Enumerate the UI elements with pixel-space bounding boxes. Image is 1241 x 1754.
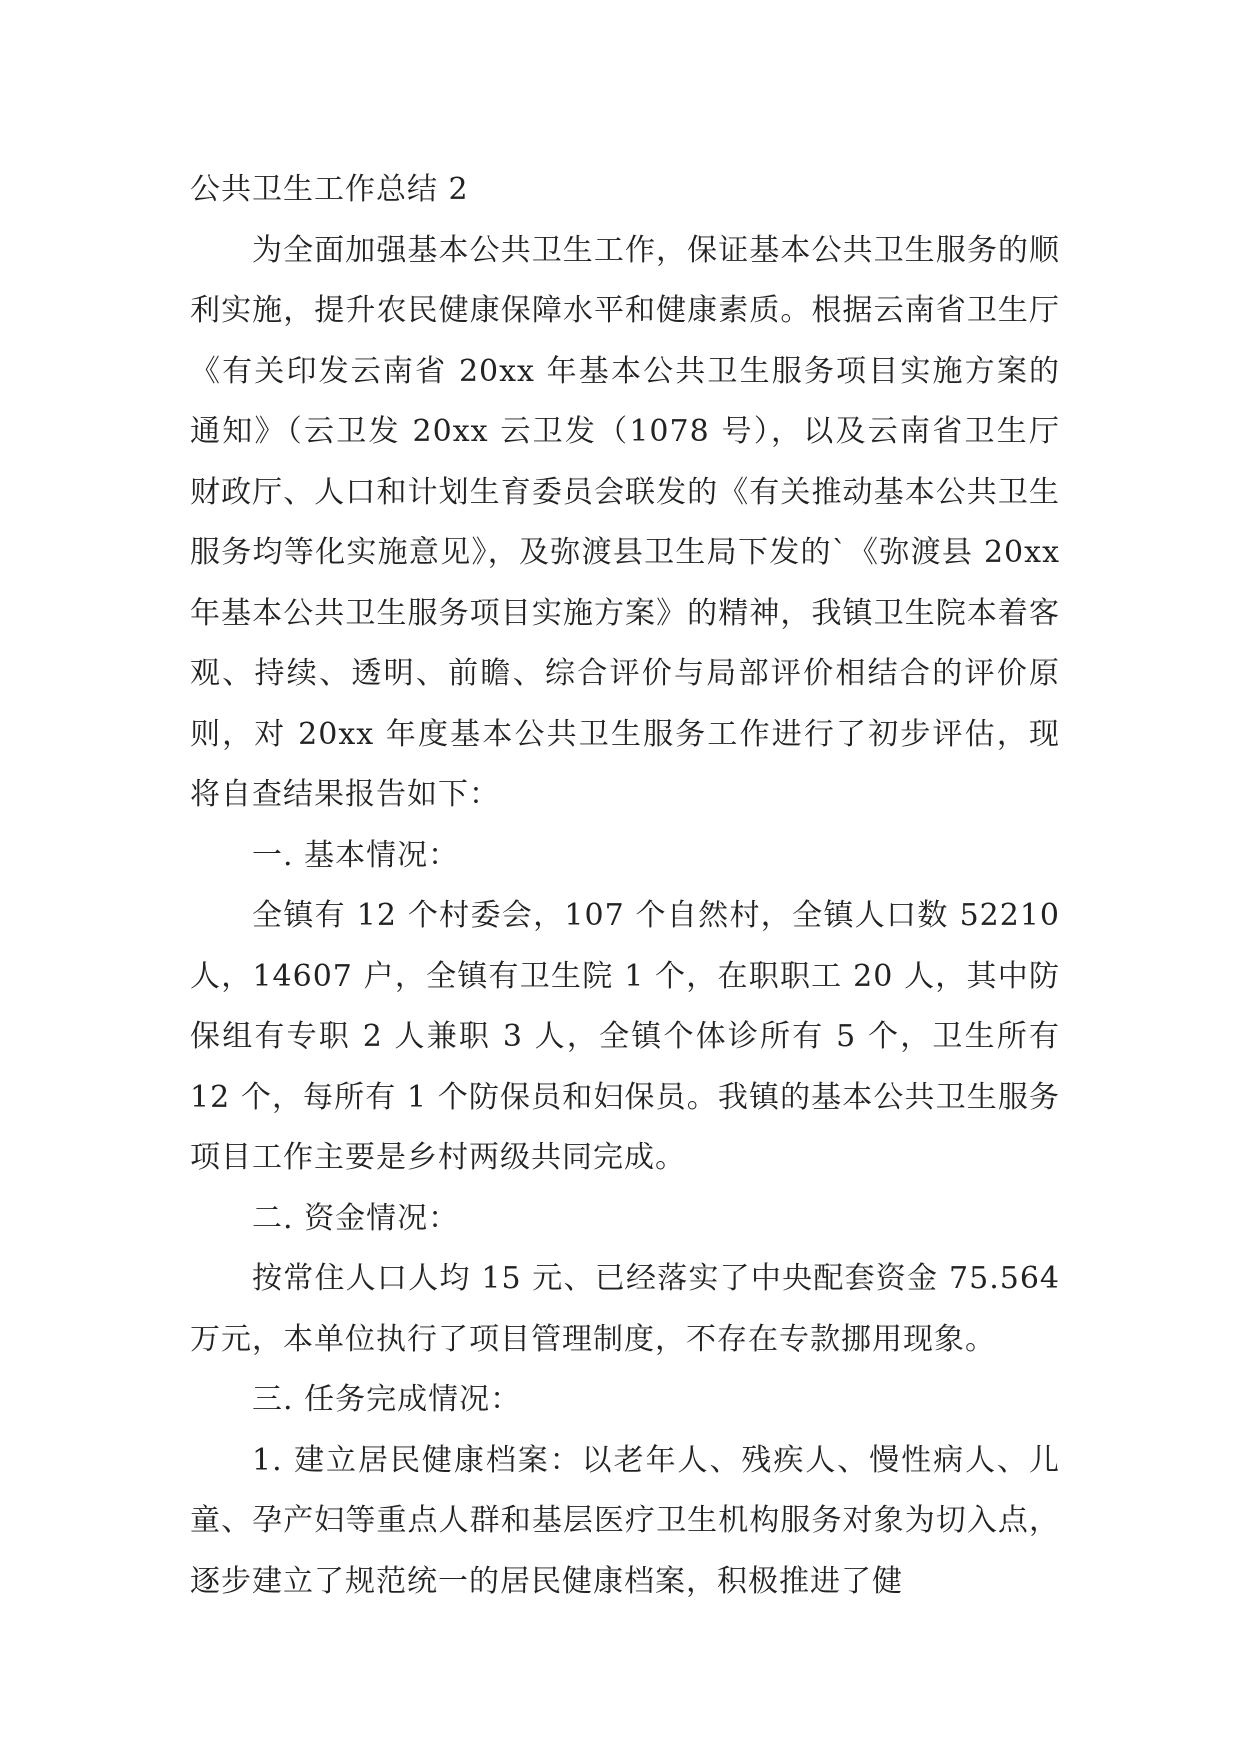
paragraph-basic: 全镇有 12 个村委会，107 个自然村，全镇人口数 52210 人，14607 户，全镇有卫生院 1 个，在职职工 20 人，其中防保组有专职 2 人兼职 3 人，全镇个体诊所有 5 个，卫生所有 12 个，每所有 1 个防保员和妇保员。我镇的基本公共卫生服务项目工作主要是乡村两级共同完成。 <box>190 898 1060 1175</box>
paragraph-funding: 按常住人口人均 15 元、已经落实了中央配套资金 75.564 万元，本单位执行了项目管理制度，不存在专款挪用现象。 <box>190 1261 1060 1357</box>
paragraph-tasks: 1. 建立居民健康档案：以老年人、残疾人、慢性病人、儿童、孕产妇等重点人群和基层医疗卫生机构服务对象为切入点，逐步建立了规范统一的居民健康档案，积极推进了健 <box>190 1442 1060 1599</box>
section-heading-basic: 一. 基本情况： <box>252 837 460 873</box>
section-heading-tasks: 三. 任务完成情况： <box>252 1382 522 1417</box>
paragraph-intro: 为全面加强基本公共卫生工作，保证基本公共卫生服务的顺利实施，提升农民健康保障水平和健康素质。根据云南省卫生厅《有关印发云南省 20xx 年基本公共卫生服务项目实施方案的通知》（云卫发 20xx 云卫发（1078 号），以及云南省卫生厅财政厅、人口和计划生育委员会联发的《有关推动基本公共卫生服务均等化实施意见》，及弥渡县卫生局下发的`《弥渡县 20xx 年基本公共卫生服务项目实施方案》的精神，我镇卫生院本着客观、持续、透明、前瞻、综合评价与局部评价相结合的评价原则，对 20xx 年度基本公共卫生服务工作进行了初步评估，现将自查结果报告如下： <box>190 232 1060 812</box>
document-body <box>190 160 1060 1612</box>
document-title: 公共卫生工作总结 2 <box>190 172 469 207</box>
section-heading-funding: 二. 资金情况： <box>252 1200 460 1236</box>
